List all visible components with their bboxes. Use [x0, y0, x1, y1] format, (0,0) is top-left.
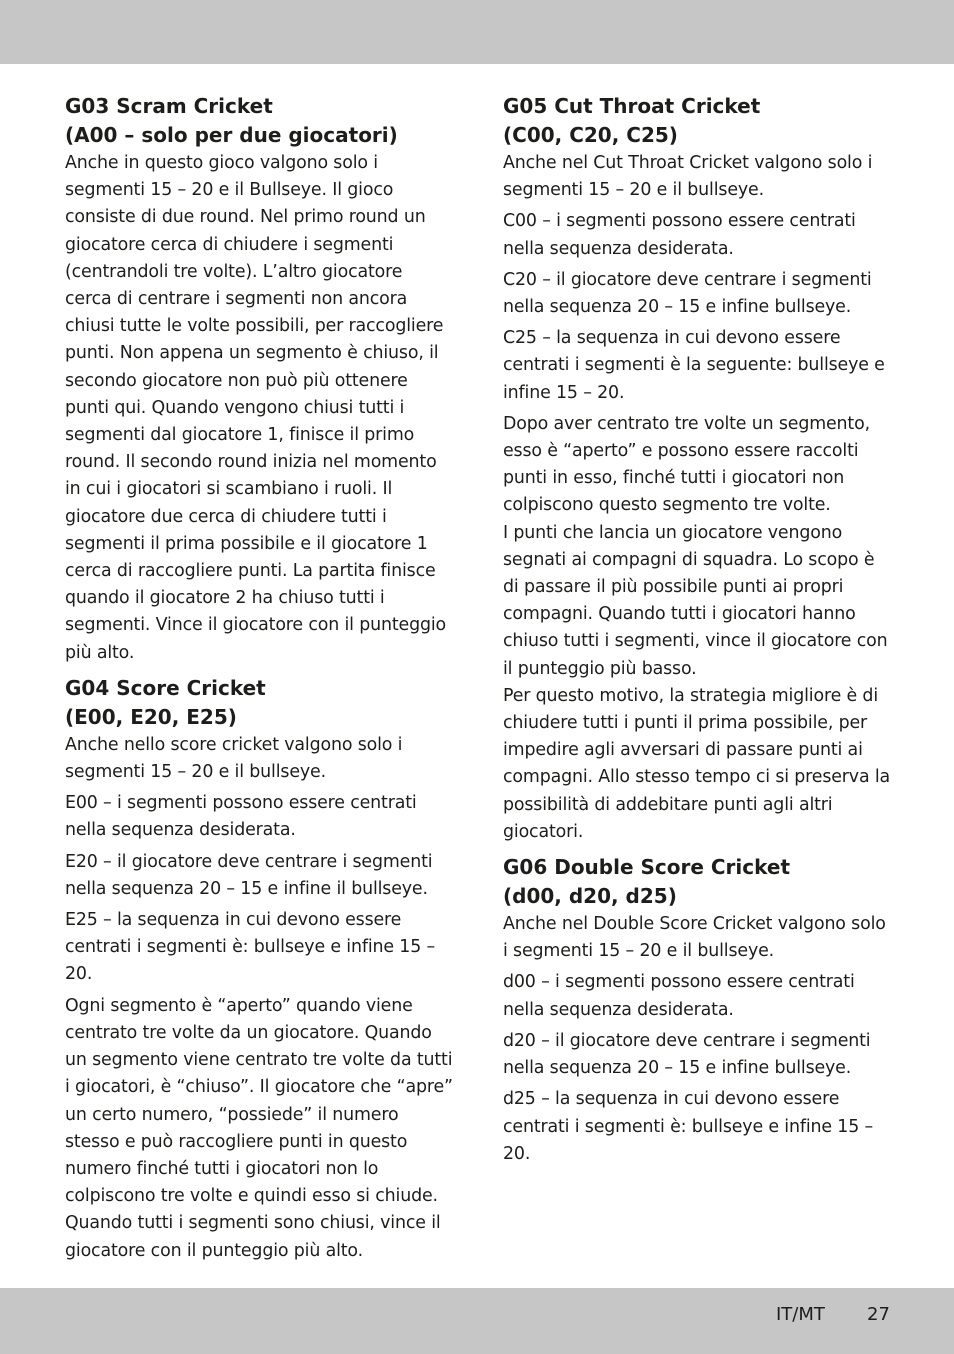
paragraph: Anche nello score cricket valgono solo i segmenti 15 – 20 e il bullseye. [65, 734, 403, 783]
header-bar [0, 0, 954, 64]
paragraph: E20 – il giocatore deve centrare i segmenti nella sequenza 20 – 15 e infine il bullseye. [65, 851, 433, 899]
paragraph: Dopo aver centrato tre volte un segmento, esso è “aperto” e possono essere raccolti punti in esso, finché tutti i giocatori non colpiscono questo segmento tre volte. [503, 413, 870, 516]
paragraph: I punti che lancia un giocatore vengono segnati ai compagni di squadra. Lo scopo è di passare il più possibile punti ai propri compagni. Quando tutti i giocatori hanno chiuso tutti i segmenti, vince il giocatore con il punteggio più basso. [503, 522, 888, 679]
page-number: 27 [867, 1304, 890, 1325]
paragraph: Anche in questo gioco valgono solo i segmenti 15 – 20 e il Bullseye. Il gioco consiste di due round. Nel primo round un giocatore cerca di chiudere i segmenti (centrandoli tre volte). L’altro giocatore cerca di centrare i segmenti non ancora chiusi tutte le volte possibili, per raccogliere punti. Non appena un segmento è chiuso, il secondo giocatore non può più ottenere punti qui. Quando vengono chiusi tutti i segmenti dal giocatore 1, finisce il primo round. Il secondo round inizia nel momento in cui i giocatori si scambiano i ruoli. Il giocatore due cerca di chiudere tutti i segmenti il prima possibile e il giocatore 1 cerca di raccogliere punti. La partita finisce quando il giocatore 2 ha chiuso tutti i segmenti. Vince il giocatore con il punteggio più alto. [65, 153, 447, 663]
paragraph: C20 – il giocatore deve centrare i segmenti nella sequenza 20 – 15 e infine bullseye. [503, 269, 872, 318]
section-title: G05 Cut Throat Cricket (C00, C20, C25) [503, 94, 761, 147]
paragraph: E25 – la sequenza in cui devono essere centrati i segmenti è: bullseye e infine 15 – 20. [65, 910, 436, 985]
section-g06 [503, 853, 891, 1168]
paragraph: C25 – la sequenza in cui devono essere centrati i segmenti è la seguente: bullseye e infine 15 – 20. [503, 328, 885, 403]
section-g05 [503, 92, 891, 846]
section-title: G03 Scram Cricket (A00 – solo per due giocatori) [65, 94, 398, 147]
language-code: IT/MT [776, 1304, 825, 1325]
paragraph: Anche nel Double Score Cricket valgono solo i segmenti 15 – 20 e il bullseye. [503, 914, 886, 962]
left-column [65, 92, 453, 1272]
paragraph: Ogni segmento è “aperto” quando viene centrato tre volte da un giocatore. Quando un segmento viene centrato tre volte da tutti i giocatori, è “chiuso”. Il giocatore che “apre” un certo numero, “possiede” il numero stesso e può raccogliere punti in questo numero finché tutti i giocatori non lo colpiscono tre volte e quindi esso si chiude. Quando tutti i segmenti sono chiusi, vince il giocatore con il punteggio più alto. [65, 995, 453, 1261]
section-g03 [65, 92, 453, 667]
paragraph: Per questo motivo, la strategia migliore è di chiudere tutti i punti il prima possibile, per impedire agli avversari di passare punti ai compagni. Allo stesso tempo ci si preserva la possibilità di addebitare punti agli altri giocatori. [503, 685, 891, 842]
paragraph: E00 – i segmenti possono essere centrati nella sequenza desiderata. [65, 793, 417, 841]
paragraph: Anche nel Cut Throat Cricket valgono solo i segmenti 15 – 20 e il bullseye. [503, 153, 873, 201]
section-g04 [65, 674, 453, 1265]
paragraph: d00 – i segmenti possono essere centrati nella sequenza desiderata. [503, 972, 855, 1020]
section-title: G06 Double Score Cricket (d00, d20, d25) [503, 855, 791, 909]
section-title: G04 Score Cricket (E00, E20, E25) [65, 675, 266, 729]
right-column [503, 92, 891, 1175]
paragraph: C00 – i segmenti possono essere centrati nella sequenza desiderata. [503, 211, 856, 259]
paragraph: d20 – il giocatore deve centrare i segmenti nella sequenza 20 – 15 e infine bullseye. [503, 1030, 871, 1079]
paragraph: d25 – la sequenza in cui devono essere centrati i segmenti è: bullseye e infine 15 – 20. [503, 1089, 874, 1164]
